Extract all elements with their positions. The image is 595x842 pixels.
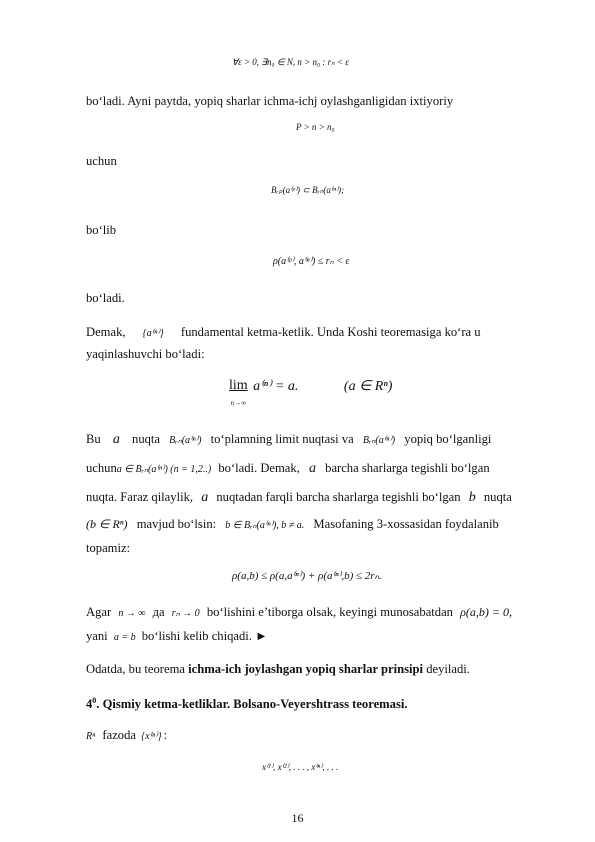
ball-symbol: Bᵣₙ(a⁽ⁿ⁾) — [362, 435, 396, 446]
formula-nested-balls: Bᵣₚ(a⁽ᵖ⁾) ⊂ Bᵣₙ(a⁽ⁿ⁾); — [271, 185, 345, 195]
symbol-b: b — [468, 490, 476, 505]
equality-symbol: a = b — [113, 632, 136, 643]
text-span: Odatda, bu teorema — [86, 662, 185, 676]
section-heading — [86, 693, 556, 712]
symbol-a: a — [201, 490, 209, 505]
bold-term: ichma-ich joylashgan yopiq sharlar prinsipi — [188, 662, 424, 676]
formula-epsilon-condition: ∀ε > 0, ∃n₀ ∈ N, n > n₀ : rₙ < ε — [232, 57, 349, 67]
paragraph-line — [86, 516, 556, 534]
lim-body: a⁽ⁿ⁾ = a. — [253, 379, 299, 394]
text-span: nuqta — [132, 432, 160, 446]
formula-limit — [229, 378, 392, 410]
text-span: uchun — [86, 461, 117, 475]
limit-symbol: n → ∞ — [118, 608, 146, 619]
paragraph-line: yaqinlashuvchi bo‘ladi: — [86, 347, 205, 361]
paragraph-line — [86, 460, 556, 478]
text-span: fazoda — [102, 728, 136, 742]
text-span: mavjud bo‘lsin: — [136, 517, 217, 531]
text-span: yani — [86, 629, 108, 643]
paragraph-line: uchun — [86, 154, 117, 168]
lim-operator: lim — [229, 378, 248, 393]
symbol-a: a — [308, 461, 316, 476]
text-span: Demak, — [86, 325, 126, 339]
text-span: Bu — [86, 432, 101, 446]
formula-index-range: P > n > n₀ — [296, 122, 335, 132]
text-span: , — [509, 605, 513, 619]
text-span: bo‘lishini e’tiborga olsak, keyingi munosabatdan — [206, 605, 453, 619]
page-number: 16 — [291, 811, 304, 825]
membership-symbol: (b ∈ Rⁿ) — [86, 517, 128, 531]
paragraph-line — [86, 628, 556, 646]
limit-symbol: rₙ → 0 — [171, 608, 200, 619]
formula-distance-bound: ρ(a⁽ᵖ⁾, a⁽ⁿ⁾) ≤ rₙ < ε — [273, 256, 350, 267]
text-span: Agar — [86, 605, 112, 619]
paragraph-line: bo‘lib — [86, 223, 117, 237]
section-number: 4 — [86, 697, 93, 712]
text-span: deyiladi. — [426, 662, 470, 676]
text-span: to‘plamning limit nuqtasi va — [210, 432, 354, 446]
symbol-a: a — [112, 432, 120, 447]
paragraph-line — [86, 324, 556, 342]
paragraph-line: bo‘ladi. Ayni paytda, yopiq sharlar ichma-ichj oylashganligidan ixtiyoriy — [86, 94, 454, 108]
text-span: nuqta. Faraz qilaylik, — [86, 490, 194, 504]
text-span: yopiq bo‘lganligi — [404, 432, 492, 446]
lim-subscript: n→∞ — [230, 399, 247, 407]
sequence-symbol: {a⁽ⁿ⁾} — [142, 328, 164, 339]
text-span: Masofaning 3-xossasidan foydalanib — [313, 517, 499, 531]
text-span: bo‘ladi. Demak, — [218, 461, 300, 475]
text-span: bo‘lishi kelib chiqadi. ► — [141, 629, 268, 643]
section-title: . Qismiy ketma-ketliklar. Bolsano-Veyershtrass teoremasi. — [96, 697, 408, 712]
membership-symbol: a ∈ Bᵣₙ(a⁽ⁿ⁾) (n = 1,2..) — [116, 464, 212, 475]
text-span: nuqta — [483, 490, 512, 504]
formula-triangle-inequality: ρ(a,b) ≤ ρ(a,a⁽ⁿ⁾) + ρ(a⁽ⁿ⁾,b) ≤ 2rₙ. — [232, 570, 382, 582]
sequence-symbol: {x⁽ⁿ⁾} — [141, 731, 162, 742]
text-span: nuqtadan farqli barcha sharlarga tegishli bo‘lgan — [216, 490, 461, 504]
formula-sequence: x⁽¹⁾, x⁽²⁾, . . . , x⁽ⁿ⁾, . . . — [262, 762, 339, 772]
lim-condition: (a ∈ Rⁿ) — [343, 379, 393, 394]
section-number-sup: 0 — [92, 696, 97, 705]
paragraph-line: bo‘ladi. — [86, 291, 125, 305]
paragraph-line: topamiz: — [86, 541, 131, 555]
paragraph-line — [86, 489, 556, 506]
text-span: да — [152, 605, 165, 619]
distance-symbol: ρ(a,b) = 0 — [460, 605, 509, 619]
text-span: fundamental ketma-ketlik. Unda Koshi teoremasiga ko‘ra u — [180, 325, 481, 339]
space-symbol: Rⁿ — [86, 731, 96, 742]
text-span: barcha sharlarga tegishli bo‘lgan — [325, 461, 490, 475]
membership-symbol: b ∈ Bᵣₙ(a⁽ⁿ⁾), b ≠ a. — [225, 520, 305, 531]
paragraph-line — [86, 604, 556, 622]
text-span: : — [163, 728, 168, 742]
paragraph-line — [86, 431, 556, 449]
paragraph-line — [86, 661, 556, 677]
paragraph-line — [86, 727, 556, 745]
ball-symbol: Bᵣₙ(a⁽ⁿ⁾) — [169, 435, 202, 446]
